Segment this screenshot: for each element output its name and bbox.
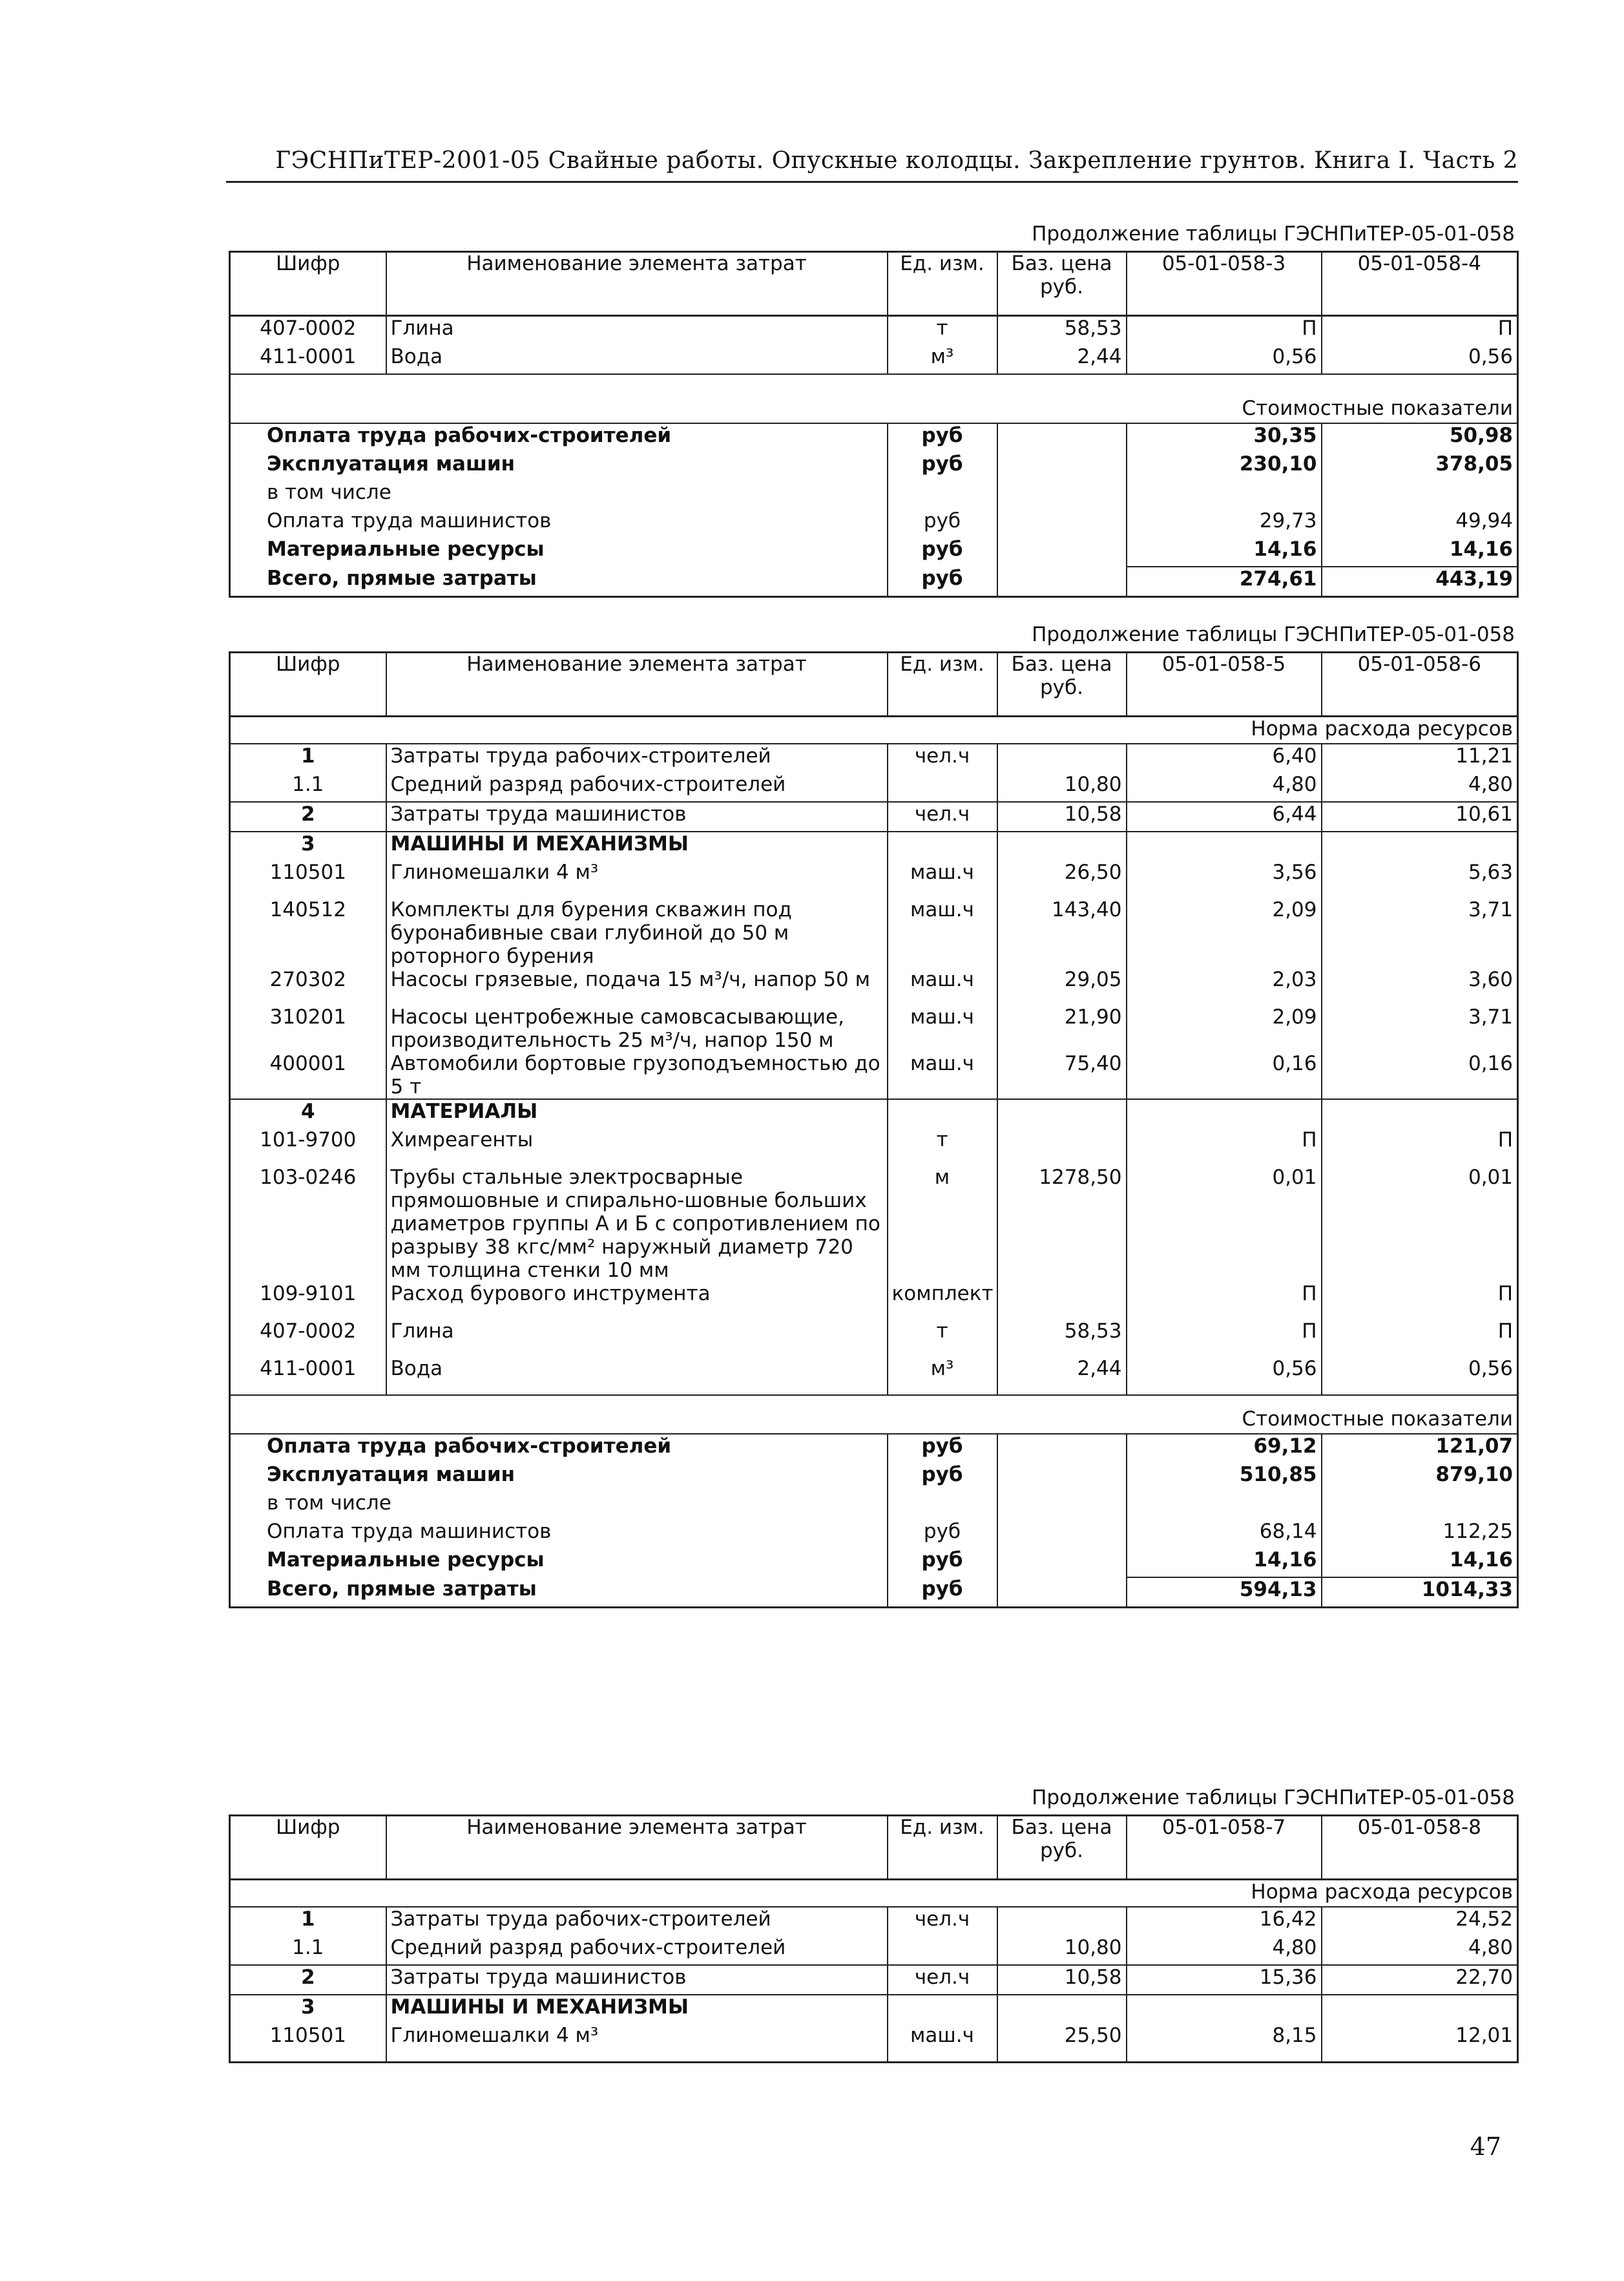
table-row bbox=[230, 316, 1518, 346]
cost-section-label: Стоимостные показатели bbox=[230, 397, 1518, 423]
row-price: 26,50 bbox=[997, 861, 1127, 898]
totals-name: Оплата труда машинистов bbox=[267, 1520, 552, 1543]
row-code: 110501 bbox=[269, 861, 346, 884]
totals-name: Материальные ресурсы bbox=[267, 1548, 545, 1571]
row-code: 101-9700 bbox=[260, 1128, 357, 1151]
col-code-header: Шифр bbox=[230, 1816, 386, 1880]
row-price bbox=[997, 1128, 1127, 1166]
row-value-b: 5,63 bbox=[1322, 861, 1518, 898]
row-name: МАШИНЫ И МЕХАНИЗМЫ bbox=[386, 1995, 888, 2024]
totals-name: Оплата труда рабочих-строителей bbox=[267, 424, 672, 447]
totals-name: Оплата труда машинистов bbox=[267, 509, 552, 532]
totals-row bbox=[230, 1520, 1518, 1548]
row-unit: маш.ч bbox=[888, 1005, 997, 1052]
row-value-b: 12,01 bbox=[1322, 2024, 1518, 2063]
col-unit-header: Ед. изм. bbox=[888, 252, 997, 316]
row-value-b: П bbox=[1322, 1319, 1518, 1357]
col-price-header-line2: руб. bbox=[1040, 675, 1083, 699]
totals-unit: руб bbox=[888, 452, 997, 481]
totals-row bbox=[230, 423, 1518, 452]
row-value-a: 6,44 bbox=[1127, 802, 1322, 832]
totals-name: Эксплуатация машин bbox=[267, 452, 515, 476]
row-price: 10,58 bbox=[997, 802, 1127, 832]
col-price-header-line2: руб. bbox=[1040, 1838, 1083, 1862]
totals-row bbox=[230, 1434, 1518, 1463]
table-row bbox=[230, 1319, 1518, 1357]
table3-caption: Продолжение таблицы ГЭСНПиТЕР-05-01-058 bbox=[1032, 1786, 1515, 1809]
row-value-a: 0,56 bbox=[1127, 1357, 1322, 1395]
totals-value-a: 69,12 bbox=[1127, 1434, 1322, 1463]
row-name: Глина bbox=[386, 1319, 888, 1357]
running-header: ГЭСНПиТЕР-2001-05 Свайные работы. Опускные колодцы. Закрепление грунтов. Книга I. Часть 2 bbox=[275, 147, 1518, 174]
row-price bbox=[997, 744, 1127, 773]
row-code: 400001 bbox=[230, 1052, 386, 1099]
row-value-a: 8,15 bbox=[1127, 2024, 1322, 2063]
row-value-b: 0,56 bbox=[1322, 1357, 1518, 1395]
row-unit: м³ bbox=[888, 1357, 997, 1395]
row-unit: т bbox=[888, 316, 997, 346]
header-rule bbox=[226, 181, 1518, 183]
row-value-b: П bbox=[1322, 1128, 1518, 1166]
table-row bbox=[230, 1099, 1518, 1128]
totals-name: Эксплуатация машин bbox=[267, 1463, 515, 1486]
row-price: 2,44 bbox=[997, 345, 1127, 374]
table-row bbox=[230, 832, 1518, 861]
table-row bbox=[230, 345, 1518, 374]
row-code: 407-0002 bbox=[260, 1319, 357, 1343]
row-value-a: 0,16 bbox=[1127, 1052, 1322, 1099]
row-unit: м³ bbox=[888, 345, 997, 374]
totals-value-a: 274,61 bbox=[1127, 567, 1322, 597]
table1-header-row bbox=[230, 252, 1518, 316]
row-value-a: 3,56 bbox=[1127, 861, 1322, 898]
totals-row bbox=[230, 509, 1518, 538]
col-price-header-line1: Баз. цена bbox=[1011, 252, 1112, 275]
row-value-a: П bbox=[1127, 1282, 1322, 1319]
col-code-a-header: 05-01-058-3 bbox=[1127, 252, 1322, 316]
table-row bbox=[230, 968, 1518, 1005]
row-name: Средний разряд рабочих-строителей bbox=[386, 1936, 888, 1965]
totals-value-b: 50,98 bbox=[1322, 423, 1518, 452]
row-value-b: 0,56 bbox=[1322, 345, 1518, 374]
totals-name: в том числе bbox=[267, 1491, 391, 1515]
totals-value-a: 510,85 bbox=[1127, 1463, 1322, 1491]
totals-value-a: 29,73 bbox=[1127, 509, 1322, 538]
row-value-a: 0,01 bbox=[1127, 1166, 1322, 1282]
table1-caption: Продолжение таблицы ГЭСНПиТЕР-05-01-058 bbox=[1032, 222, 1515, 246]
col-price-header bbox=[997, 1816, 1127, 1880]
row-price: 10,58 bbox=[997, 1965, 1127, 1995]
row-unit: т bbox=[888, 1128, 997, 1166]
totals-value-a: 230,10 bbox=[1127, 452, 1322, 481]
row-code: 1 bbox=[300, 1908, 315, 1931]
col-code-b-header: 05-01-058-4 bbox=[1322, 252, 1518, 316]
row-code: 270302 bbox=[269, 968, 346, 991]
row-name: Химреагенты bbox=[386, 1128, 888, 1166]
totals-unit: руб bbox=[888, 1520, 997, 1548]
col-price-header-line1: Баз. цена bbox=[1011, 1816, 1112, 1839]
row-value-a: 2,03 bbox=[1127, 968, 1322, 1005]
row-name: МАШИНЫ И МЕХАНИЗМЫ bbox=[386, 832, 888, 861]
row-value-a: 4,80 bbox=[1127, 1936, 1322, 1965]
totals-unit: руб bbox=[888, 509, 997, 538]
col-price-header bbox=[997, 653, 1127, 717]
table-row bbox=[230, 1166, 1518, 1282]
col-name-header: Наименование элемента затрат bbox=[386, 252, 888, 316]
row-code: 4 bbox=[300, 1100, 315, 1123]
row-code: 3 bbox=[300, 1995, 315, 2019]
totals-value-b: 121,07 bbox=[1322, 1434, 1518, 1463]
row-name: Насосы грязевые, подача 15 м³/ч, напор 50 м bbox=[386, 968, 888, 1005]
table-row bbox=[230, 1965, 1518, 1995]
row-unit bbox=[888, 773, 997, 802]
table2-caption: Продолжение таблицы ГЭСНПиТЕР-05-01-058 bbox=[1032, 623, 1515, 646]
row-name: Глина bbox=[386, 316, 888, 346]
col-code-b-header: 05-01-058-8 bbox=[1322, 1816, 1518, 1880]
row-price: 58,53 bbox=[997, 1319, 1127, 1357]
norm-section-label: Норма расхода ресурсов bbox=[230, 717, 1518, 744]
row-value-a: 2,09 bbox=[1127, 898, 1322, 968]
totals-row bbox=[230, 1577, 1518, 1608]
col-price-header-line1: Баз. цена bbox=[1011, 653, 1112, 676]
table3 bbox=[229, 1814, 1519, 2063]
table2-header-row bbox=[230, 653, 1518, 717]
row-unit: маш.ч bbox=[888, 1052, 997, 1099]
row-unit: чел.ч bbox=[888, 1907, 997, 1936]
row-name: Насосы центробежные самовсасывающие, производительность 25 м³/ч, напор 150 м bbox=[386, 1005, 888, 1052]
totals-unit: руб bbox=[888, 538, 997, 567]
row-price: 25,50 bbox=[997, 2024, 1127, 2063]
table-row bbox=[230, 802, 1518, 832]
row-unit: маш.ч bbox=[888, 898, 997, 968]
row-value-b: 22,70 bbox=[1322, 1965, 1518, 1995]
row-code: 407-0002 bbox=[260, 317, 357, 340]
table2 bbox=[229, 651, 1519, 1608]
totals-row bbox=[230, 481, 1518, 509]
row-price: 75,40 bbox=[997, 1052, 1127, 1099]
row-price bbox=[997, 1907, 1127, 1936]
norm-section-row bbox=[230, 717, 1518, 744]
cost-section-row bbox=[230, 1395, 1518, 1407]
totals-value-a: 68,14 bbox=[1127, 1520, 1322, 1548]
table-row bbox=[230, 1052, 1518, 1099]
row-value-a: 2,09 bbox=[1127, 1005, 1322, 1052]
row-code: 411-0001 bbox=[230, 1357, 386, 1395]
col-name-header: Наименование элемента затрат bbox=[386, 1816, 888, 1880]
row-code: 3 bbox=[300, 832, 315, 856]
row-value-b: 3,71 bbox=[1322, 898, 1518, 968]
totals-row bbox=[230, 567, 1518, 597]
totals-value-b: 14,16 bbox=[1322, 1548, 1518, 1577]
row-name: Вода bbox=[386, 345, 888, 374]
table-row bbox=[230, 1357, 1518, 1395]
row-unit: чел.ч bbox=[888, 1965, 997, 1995]
row-unit: маш.ч bbox=[888, 861, 997, 898]
row-name: Вода bbox=[386, 1357, 888, 1395]
row-price: 29,05 bbox=[997, 968, 1127, 1005]
col-code-a-header: 05-01-058-7 bbox=[1127, 1816, 1322, 1880]
row-value-a: П bbox=[1127, 1128, 1322, 1166]
row-name: Автомобили бортовые грузоподъемностью до 5 т bbox=[386, 1052, 888, 1099]
col-price-header-line2: руб. bbox=[1040, 275, 1083, 299]
row-unit: м bbox=[888, 1166, 997, 1282]
row-name: Затраты труда машинистов bbox=[386, 1965, 888, 1995]
row-name: Средний разряд рабочих-строителей bbox=[386, 773, 888, 802]
row-value-a: 4,80 bbox=[1127, 773, 1322, 802]
row-value-b: 4,80 bbox=[1322, 1936, 1518, 1965]
totals-value-b: 443,19 bbox=[1322, 567, 1518, 597]
row-value-b: П bbox=[1322, 316, 1518, 346]
row-value-b: 11,21 bbox=[1322, 744, 1518, 773]
totals-value-b: 14,16 bbox=[1322, 538, 1518, 567]
col-code-a-header: 05-01-058-5 bbox=[1127, 653, 1322, 717]
row-value-a: П bbox=[1127, 1319, 1322, 1357]
row-name: Затраты труда рабочих-строителей bbox=[386, 744, 888, 773]
totals-value-a: 14,16 bbox=[1127, 538, 1322, 567]
row-name: Затраты труда рабочих-строителей bbox=[386, 1907, 888, 1936]
totals-unit: руб bbox=[888, 423, 997, 452]
col-code-header: Шифр bbox=[230, 252, 386, 316]
row-value-b: 10,61 bbox=[1322, 802, 1518, 832]
totals-row bbox=[230, 1548, 1518, 1577]
totals-value-b: 112,25 bbox=[1322, 1520, 1518, 1548]
row-value-a: 15,36 bbox=[1127, 1965, 1322, 1995]
totals-unit: руб bbox=[888, 1463, 997, 1491]
totals-value-a: 30,35 bbox=[1127, 423, 1322, 452]
row-code: 110501 bbox=[269, 2024, 346, 2047]
totals-row bbox=[230, 452, 1518, 481]
row-value-b: 24,52 bbox=[1322, 1907, 1518, 1936]
table-row bbox=[230, 898, 1518, 968]
table-row bbox=[230, 1936, 1518, 1965]
row-name: Глиномешалки 4 м³ bbox=[386, 2024, 888, 2063]
row-code: 109-9101 bbox=[260, 1282, 357, 1305]
table-row bbox=[230, 1907, 1518, 1936]
row-value-b: 3,71 bbox=[1322, 1005, 1518, 1052]
row-value-b: 0,01 bbox=[1322, 1166, 1518, 1282]
row-name: Расход бурового инструмента bbox=[386, 1282, 888, 1319]
totals-value-a: 14,16 bbox=[1127, 1548, 1322, 1577]
totals-value-b: 49,94 bbox=[1322, 509, 1518, 538]
row-code: 310201 bbox=[269, 1005, 346, 1029]
row-value-a: 0,56 bbox=[1127, 345, 1322, 374]
col-code-b-header: 05-01-058-6 bbox=[1322, 653, 1518, 717]
row-unit: маш.ч bbox=[888, 2024, 997, 2063]
totals-row bbox=[230, 538, 1518, 567]
row-price: 1278,50 bbox=[997, 1166, 1127, 1282]
col-code-header: Шифр bbox=[230, 653, 386, 717]
row-price: 2,44 bbox=[997, 1357, 1127, 1395]
row-value-a: 6,40 bbox=[1127, 744, 1322, 773]
totals-value-a: 594,13 bbox=[1127, 1577, 1322, 1608]
table-row bbox=[230, 1282, 1518, 1319]
row-name: Трубы стальные электросварные прямошовные и спирально-шовные больших диаметров группы А и Б с сопротивлением по разрыву 38 кгс/мм² наружный диаметр 720 мм толщина стенки 10 мм bbox=[386, 1166, 888, 1282]
col-unit-header: Ед. изм. bbox=[888, 653, 997, 717]
totals-name: Оплата труда рабочих-строителей bbox=[267, 1435, 672, 1458]
row-price: 21,90 bbox=[997, 1005, 1127, 1052]
row-code: 2 bbox=[230, 802, 386, 832]
col-unit-header: Ед. изм. bbox=[888, 1816, 997, 1880]
totals-name: Материальные ресурсы bbox=[267, 538, 545, 561]
row-unit: чел.ч bbox=[888, 802, 997, 832]
row-value-b: 0,16 bbox=[1322, 1052, 1518, 1099]
row-value-b: П bbox=[1322, 1282, 1518, 1319]
row-name: Глиномешалки 4 м³ bbox=[386, 861, 888, 898]
row-name: МАТЕРИАЛЫ bbox=[386, 1099, 888, 1128]
cost-section-row bbox=[230, 397, 1518, 423]
row-price bbox=[997, 1282, 1127, 1319]
cost-section-row bbox=[230, 1407, 1518, 1434]
row-unit: т bbox=[888, 1319, 997, 1357]
row-code: 1.1 bbox=[230, 1936, 386, 1965]
row-value-b: 4,80 bbox=[1322, 773, 1518, 802]
table-row bbox=[230, 744, 1518, 773]
row-price: 10,80 bbox=[997, 773, 1127, 802]
norm-section-label: Норма расхода ресурсов bbox=[230, 1880, 1518, 1908]
row-unit bbox=[888, 1936, 997, 1965]
table-row bbox=[230, 1005, 1518, 1052]
cost-section-label: Стоимостные показатели bbox=[230, 1407, 1518, 1434]
row-value-a: 16,42 bbox=[1127, 1907, 1322, 1936]
row-price: 143,40 bbox=[997, 898, 1127, 968]
totals-name: Всего, прямые затраты bbox=[267, 1577, 537, 1601]
table-row bbox=[230, 773, 1518, 802]
norm-section-row bbox=[230, 1880, 1518, 1908]
row-code: 103-0246 bbox=[260, 1166, 357, 1189]
row-unit: комплект bbox=[888, 1282, 997, 1319]
table-row bbox=[230, 2024, 1518, 2063]
row-name: Комплекты для бурения скважин под буронабивные сваи глубиной до 50 м роторного бурения bbox=[386, 898, 888, 968]
col-name-header: Наименование элемента затрат bbox=[386, 653, 888, 717]
totals-value-b: 879,10 bbox=[1322, 1463, 1518, 1491]
row-code: 411-0001 bbox=[230, 345, 386, 374]
row-value-a: П bbox=[1127, 316, 1322, 346]
table1 bbox=[229, 251, 1519, 598]
table-row bbox=[230, 1128, 1518, 1166]
totals-name: в том числе bbox=[267, 481, 391, 504]
totals-unit: руб bbox=[888, 1548, 997, 1577]
row-code: 2 bbox=[230, 1965, 386, 1995]
row-code: 1.1 bbox=[230, 773, 386, 802]
row-price: 10,80 bbox=[997, 1936, 1127, 1965]
page-number: 47 bbox=[1470, 2132, 1501, 2161]
row-unit: чел.ч bbox=[888, 744, 997, 773]
cost-section-row bbox=[230, 374, 1518, 397]
totals-name: Всего, прямые затраты bbox=[267, 567, 537, 590]
totals-row bbox=[230, 1463, 1518, 1491]
totals-unit: руб bbox=[888, 1434, 997, 1463]
row-name: Затраты труда машинистов bbox=[386, 802, 888, 832]
row-price: 58,53 bbox=[997, 316, 1127, 346]
row-unit: маш.ч bbox=[888, 968, 997, 1005]
table3-header-row bbox=[230, 1816, 1518, 1880]
table-row bbox=[230, 861, 1518, 898]
totals-value-b: 378,05 bbox=[1322, 452, 1518, 481]
totals-value-b: 1014,33 bbox=[1322, 1577, 1518, 1608]
totals-unit: руб bbox=[888, 567, 997, 597]
table-row bbox=[230, 1995, 1518, 2024]
row-value-b: 3,60 bbox=[1322, 968, 1518, 1005]
totals-row bbox=[230, 1491, 1518, 1520]
col-price-header bbox=[997, 252, 1127, 316]
row-code: 1 bbox=[300, 744, 315, 768]
totals-unit: руб bbox=[888, 1577, 997, 1608]
row-code: 140512 bbox=[269, 898, 346, 921]
